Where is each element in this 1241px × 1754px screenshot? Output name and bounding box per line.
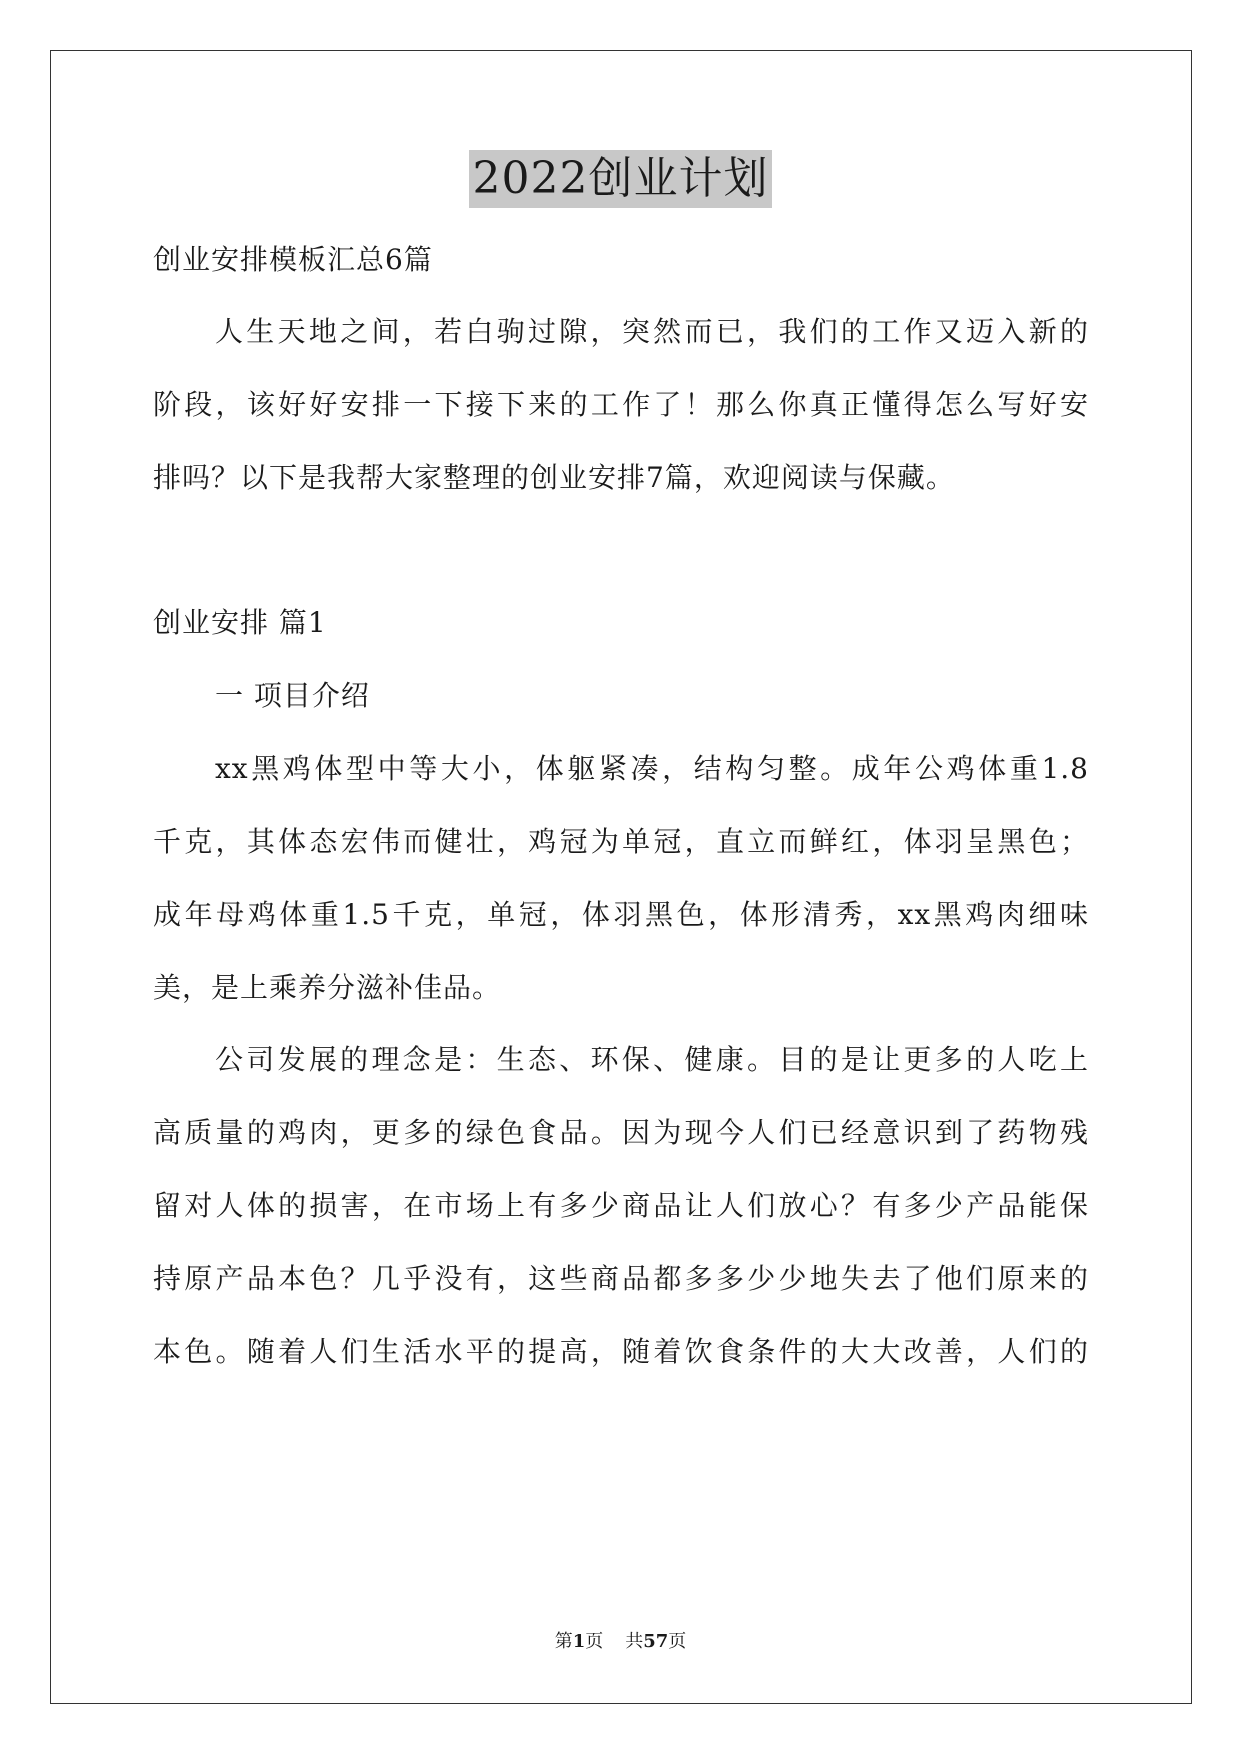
paragraph2-line-2: 高质量的鸡肉，更多的绿色食品。因为现今人们已经意识到了药物残 (153, 1116, 1089, 1149)
page-footer (0, 1630, 1241, 1654)
document-subtitle: 创业安排模板汇总6篇 (153, 243, 433, 276)
section-heading: 创业安排 篇1 (153, 606, 327, 639)
total-prefix: 共 (625, 1631, 644, 1652)
paragraph2-line-4: 持原产品本色？几乎没有，这些商品都多多少少地失去了他们原来的 (153, 1262, 1089, 1295)
subsection-heading: 一 项目介绍 (215, 679, 370, 712)
paragraph2-line-5: 本色。随着人们生活水平的提高，随着饮食条件的大大改善，人们的 (153, 1335, 1089, 1368)
paragraph2-line-3: 留对人体的损害，在市场上有多少商品让人们放心？有多少产品能保 (153, 1189, 1089, 1222)
document-title: 2022创业计划 (469, 150, 773, 208)
intro-line-2: 阶段，该好好安排一下接下来的工作了！那么你真正懂得怎么写好安 (153, 388, 1089, 421)
intro-line-1: 人生天地之间，若白驹过隙，突然而已，我们的工作又迈入新的 (215, 315, 1089, 348)
paragraph1-line-3: 成年母鸡体重1.5千克，单冠，体羽黑色，体形清秀，xx黑鸡肉细味 (153, 898, 1089, 931)
page-border (50, 50, 1192, 1704)
page-prefix: 第 (554, 1631, 573, 1652)
page-number: 1 (572, 1631, 586, 1652)
total-suffix: 页 (668, 1631, 687, 1652)
page-suffix: 页 (585, 1631, 604, 1652)
title-container (0, 150, 1241, 208)
paragraph1-line-2: 千克，其体态宏伟而健壮，鸡冠为单冠，直立而鲜红，体羽呈黑色； (153, 825, 1089, 858)
paragraph1-line-4: 美，是上乘养分滋补佳品。 (153, 971, 502, 1004)
paragraph2-line-1: 公司发展的理念是：生态、环保、健康。目的是让更多的人吃上 (215, 1043, 1089, 1076)
intro-line-3: 排吗？以下是我帮大家整理的创业安排7篇，欢迎阅读与保藏。 (153, 461, 955, 494)
total-pages: 57 (643, 1631, 669, 1652)
paragraph1-line-1: xx黑鸡体型中等大小，体躯紧凑，结构匀整。成年公鸡体重1.8 (215, 752, 1089, 785)
